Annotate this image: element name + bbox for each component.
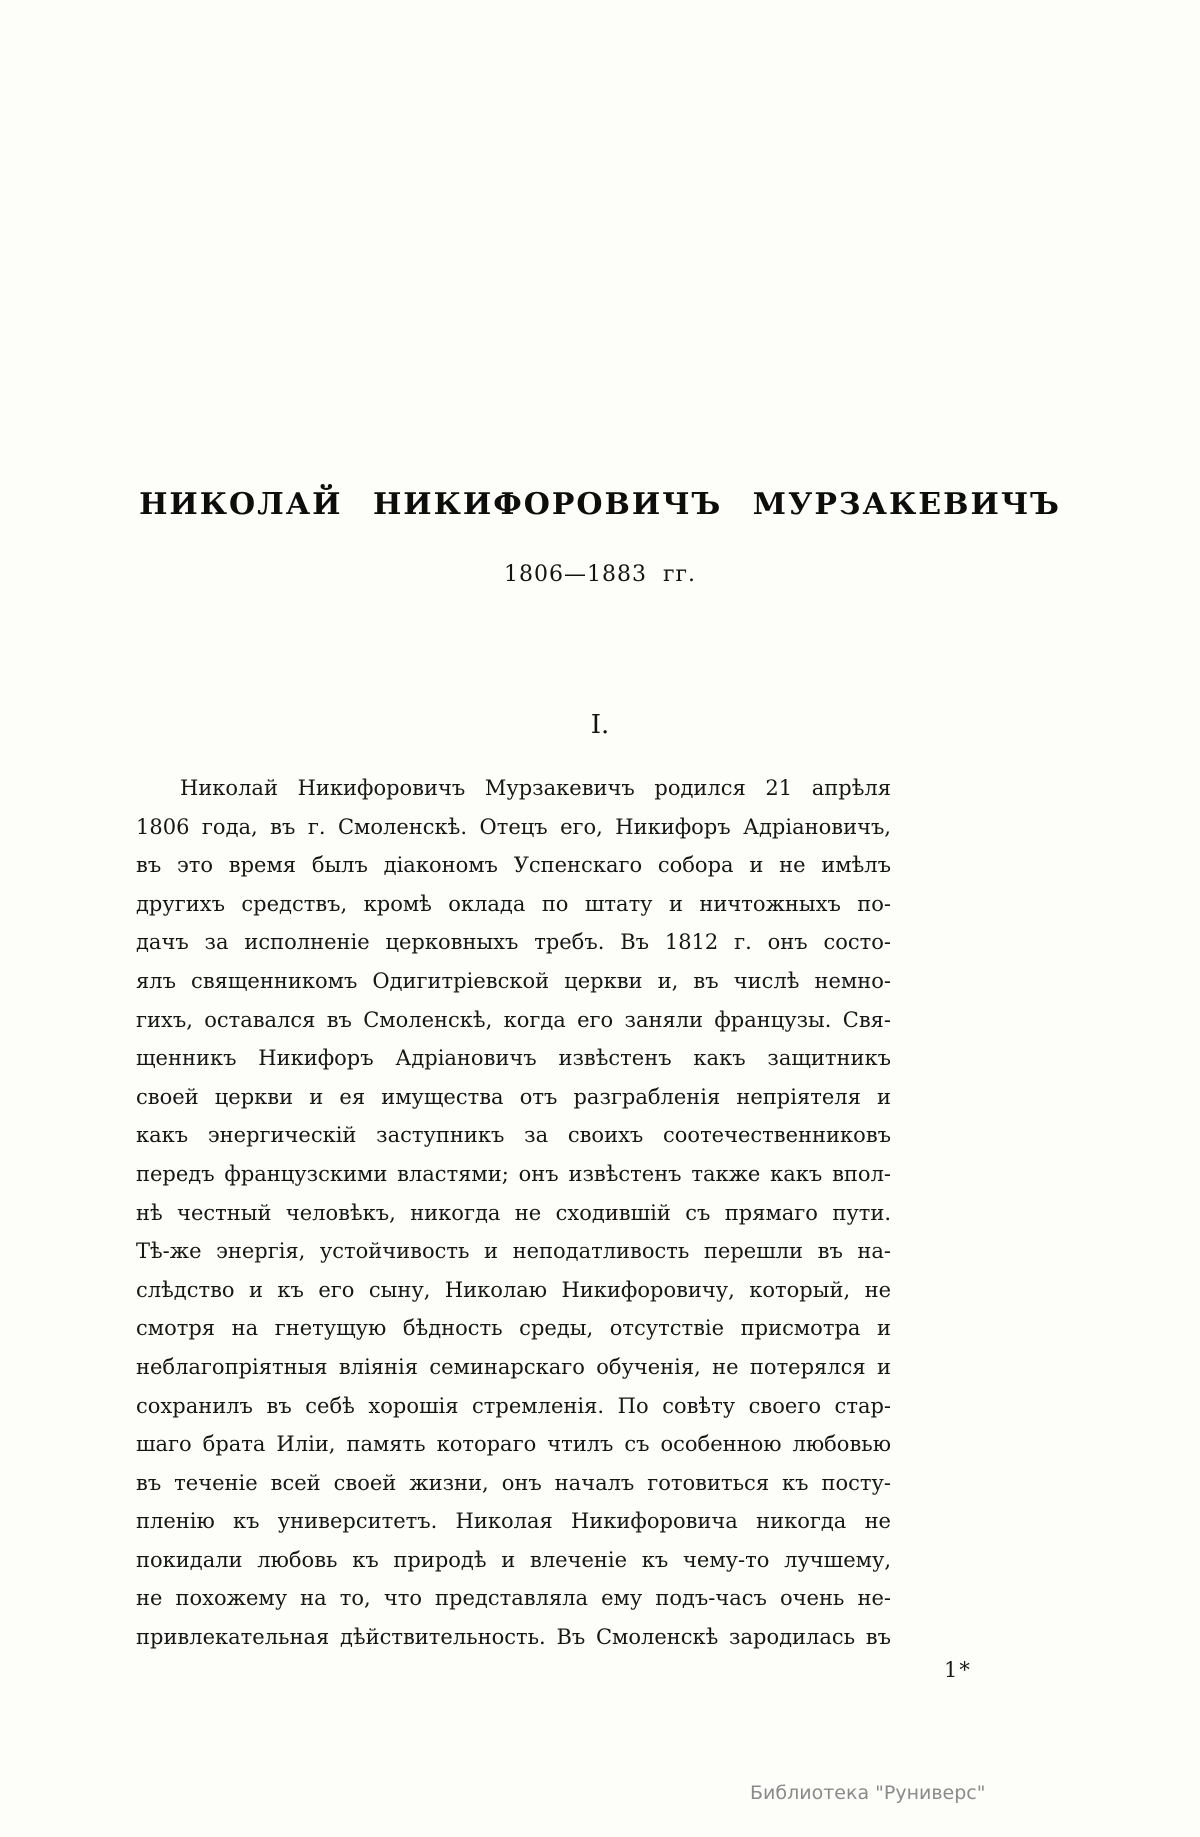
body-paragraph (136, 769, 891, 1657)
paragraph-line: въ теченіе всей своей жизни, онъ началъ готовиться къ посту- (136, 1470, 891, 1495)
paragraph-line: пленію къ университетъ. Николая Никифоровича никогда не (136, 1509, 891, 1534)
paragraph-line: ялъ священникомъ Одигитріевской церкви и, въ числѣ немно- (136, 968, 891, 993)
library-watermark: Библиотека "Руниверс" (750, 1782, 986, 1804)
paragraph-line: гихъ, оставался въ Смоленскѣ, когда его заняли французы. Свя- (136, 1007, 891, 1032)
signature-mark: 1* (944, 1658, 972, 1682)
paragraph-line: привлекательная дѣйствительность. Въ Смоленскѣ зародилась въ (136, 1625, 891, 1650)
paragraph-line: шаго брата Иліи, память котораго чтилъ съ особенною любовью (136, 1432, 891, 1457)
paragraph-line: нѣ честный человѣкъ, никогда не сходившій съ прямаго пути. (136, 1200, 891, 1225)
paragraph-line: сохранилъ въ себѣ хорошія стремленія. По совѣту своего стар- (136, 1393, 891, 1418)
paragraph-line: своей церкви и ея имущества отъ разграбленія непріятеля и (136, 1084, 891, 1109)
paragraph-line: покидали любовь къ природѣ и влеченіе къ чему-то лучшему, (136, 1547, 891, 1572)
paragraph-line: Николай Никифоровичъ Мурзакевичъ родился 21 апрѣля (180, 776, 891, 800)
paragraph-line: какъ энергическій заступникъ за своихъ соотечественниковъ (136, 1123, 891, 1148)
paragraph-line: дачъ за исполненіе церковныхъ требъ. Въ 1812 г. онъ состо- (136, 930, 891, 955)
paragraph-line: не похожему на то, что представляла ему подъ-часъ очень не- (136, 1586, 891, 1611)
paragraph-line: въ это время былъ діакономъ Успенскаго собора и не имѣлъ (136, 853, 891, 878)
paragraph-line: передъ французскими властями; онъ извѣстенъ также какъ впол- (136, 1161, 891, 1186)
section-number: I. (590, 710, 610, 740)
paragraph-line: смотря на гнетущую бѣдность среды, отсутствіе присмотра и (136, 1316, 891, 1341)
page-title: НИКОЛАЙ НИКИФОРОВИЧЪ МУРЗАКЕВИЧЪ (139, 487, 1061, 522)
paragraph-line: неблагопріятныя вліянія семинарскаго обученія, не потерялся и (136, 1354, 891, 1379)
paragraph-line: щенникъ Никифоръ Адріановичъ извѣстенъ какъ защитникъ (136, 1046, 891, 1071)
paragraph-line: слѣдство и къ его сыну, Николаю Никифоровичу, который, не (136, 1277, 891, 1302)
life-dates: 1806—1883 гг. (503, 562, 696, 587)
paragraph-line: 1806 года, въ г. Смоленскѣ. Отецъ его, Никифоръ Адріановичъ, (136, 814, 891, 839)
paragraph-line: Тѣ-же энергія, устойчивость и неподатливость перешли въ на- (136, 1239, 891, 1264)
paragraph-line: другихъ средствъ, кромѣ оклада по штату и ничтожныхъ по- (136, 891, 891, 916)
